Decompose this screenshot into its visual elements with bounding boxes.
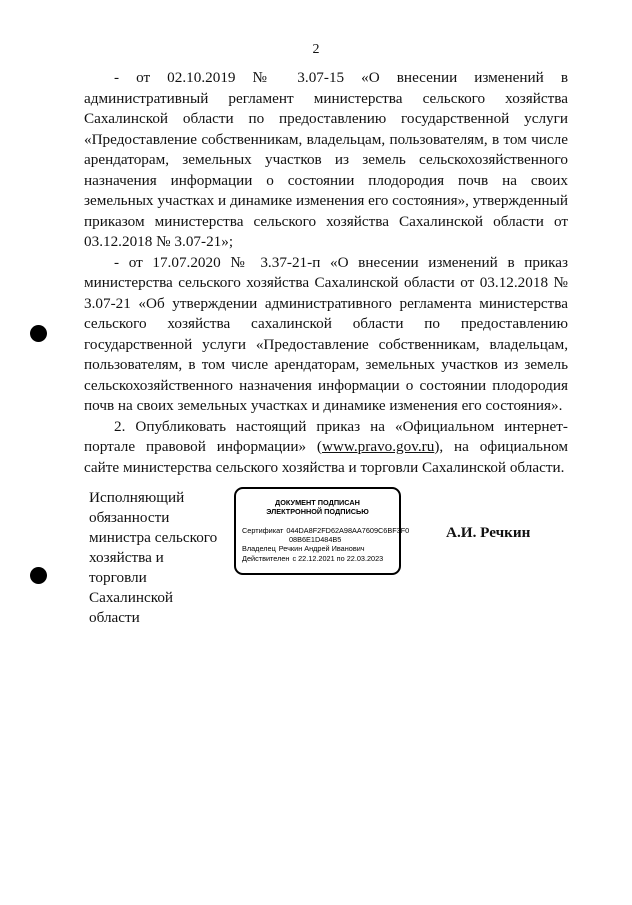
stamp-heading-line: ЭЛЕКТРОННОЙ ПОДПИСЬЮ — [266, 507, 369, 516]
punch-hole — [30, 325, 47, 342]
signer-name: А.И. Речкин — [446, 524, 531, 541]
punch-hole — [30, 567, 47, 584]
owner-value: Речкин Андрей Иванович — [278, 544, 365, 554]
stamp-certificate-row — [242, 526, 410, 535]
signer-position: Исполняющий обязанности министра сельского хозяйства и торговли Сахалинской области — [89, 489, 218, 626]
stamp-certificate-row-cont — [242, 535, 393, 544]
valid-value: с 22.12.2021 по 22.03.2023 — [292, 553, 384, 563]
paragraph-publish — [84, 417, 568, 479]
publish-text-after: ), на официальном сайте министерства сельского хозяйства и торговли Сахалинской области. — [84, 438, 568, 476]
publish-text-before: 2. Опубликовать настоящий приказ на «Официальном интернет-портале правовой информации» ( — [84, 417, 568, 455]
stamp-validity-row — [242, 554, 393, 563]
document-body — [84, 68, 568, 478]
paragraph-amendment-2020: - от 17.07.2020 № 3.37-21-п «О внесении изменений в приказ министерства сельского хозяйства Сахалинской области от 03.12.2018 № 3.07-21 «Об утверждении административного регламента министерства сельского хозяйства сахалинской области по предоставлению государственной услуги «Предоставление собственникам, владельцам, пользователям, в том числе арендаторам, земельных участков из земель сельскохозяйственного назначения информации о состоянии плодородия почв на своих земельных участках и динамике изменения его состояния». — [84, 253, 568, 414]
stamp-owner-row — [242, 544, 393, 553]
page-number: 2 — [312, 42, 320, 57]
stamp-heading-line: ДОКУМЕНТ ПОДПИСАН — [275, 498, 360, 507]
valid-label: Действителен — [242, 553, 290, 563]
owner-label: Владелец — [242, 544, 276, 554]
certificate-value: 044DA8F2FD62A98AA7609C6BF3F0 — [286, 526, 410, 535]
certificate-label: Сертификат — [242, 526, 284, 535]
pravo-link[interactable]: www.pravo.gov.ru — [321, 438, 435, 455]
stamp-heading — [242, 498, 393, 516]
paragraph-amendment-2019: - от 02.10.2019 № 3.07-15 «О внесении изменений в административный регламент министерства сельского хозяйства Сахалинской области по предоставлению государственной услуги «Предоставление собственникам, владельцам, пользователям, в том числе арендаторам, земельных участков из земель сельскохозяйственного назначения информации о состоянии плодородия почв на своих земельных участках и динамике изменения его состояния», утвержденный приказом министерства сельского хозяйства Сахалинской области от 03.12.2018 № 3.07-21»; — [84, 69, 568, 250]
electronic-signature-stamp — [234, 487, 410, 575]
certificate-value-cont: 08B6E1D484B5 — [289, 535, 342, 545]
stamp-details — [242, 526, 410, 563]
